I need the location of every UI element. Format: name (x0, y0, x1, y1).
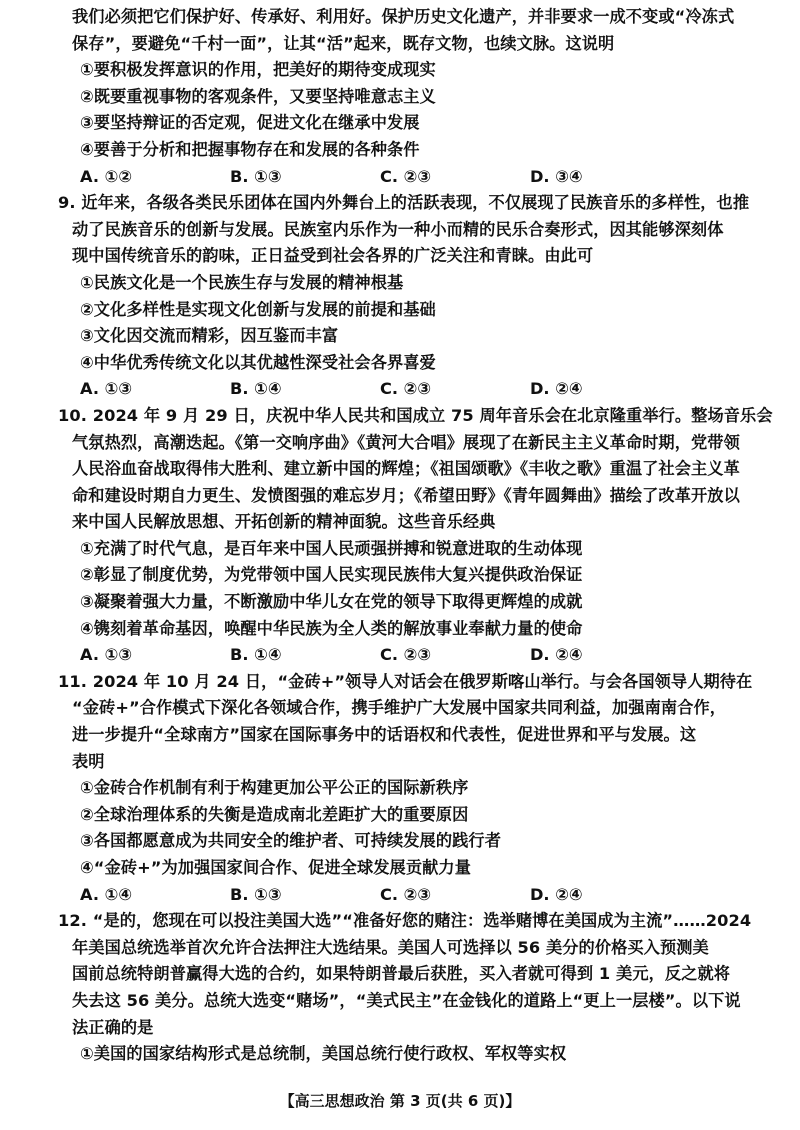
choice-b[interactable]: B. ①④ (230, 379, 282, 399)
stem-line: 10. 2024 年 9 月 29 日，庆祝中华人民共和国成立 75 周年音乐会在北京隆重举行。整场音乐会 (58, 405, 773, 425)
answer-choices (72, 164, 742, 191)
answer-choices (72, 642, 742, 669)
stem-line: 9. 近年来，各级各类民乐团体在国内外舞台上的活跃表现，不仅展现了民族音乐的多样性，也推 (58, 193, 750, 213)
option-line: ②文化多样性是实现文化创新与发展的前提和基础 (80, 299, 436, 319)
answer-choices (72, 376, 742, 403)
choice-a[interactable]: A. ①④ (80, 884, 133, 904)
stem-line: 国前总统特朗普赢得大选的合约，如果特朗普最后获胜，买入者就可得到 1 美元，反之就将 (72, 964, 731, 984)
page-footer: 【高三思想政治 第 3 页(共 6 页)】 (279, 1092, 521, 1110)
option-line: ③文化因交流而精彩，因互鉴而丰富 (80, 326, 339, 346)
question-continued (72, 4, 742, 190)
choice-a[interactable]: A. ①③ (80, 645, 133, 665)
stem-line: 失去这 56 美分。总统大选变“赌场”，“美式民主”在金钱化的道路上“更上一层楼”。以下说 (72, 990, 741, 1010)
option-line: ①要积极发挥意识的作用，把美好的期待变成现实 (80, 60, 436, 80)
stem-line: 表明 (72, 751, 105, 771)
option-line: ④要善于分析和把握事物存在和发展的各种条件 (80, 139, 420, 159)
option-line: ①美国的国家结构形式是总统制，美国总统行使行政权、军权等实权 (80, 1044, 567, 1064)
stem-line: 11. 2024 年 10 月 24 日，“金砖+”领导人对话会在俄罗斯喀山举行。与会各国领导人期待在 (58, 671, 753, 691)
stem-line: “金砖+”合作模式下深化各领域合作，携手维护广大发展中国家共同利益，加强南南合作， (72, 698, 727, 718)
option-line: ①金砖合作机制有利于构建更加公平公正的国际新秩序 (80, 778, 469, 798)
choice-b[interactable]: B. ①③ (230, 166, 282, 186)
option-line: ②彰显了制度优势，为党带领中国人民实现民族伟大复兴提供政治保证 (80, 565, 583, 585)
choice-d[interactable]: D. ②④ (530, 884, 583, 904)
choice-c[interactable]: C. ②③ (380, 166, 432, 186)
stem-line: 年美国总统选举首次允许合法押注大选结果。美国人可选择以 56 美分的价格买入预测美 (72, 937, 709, 957)
choice-d[interactable]: D. ③④ (530, 166, 583, 186)
choice-a[interactable]: A. ①② (80, 166, 133, 186)
option-line: ③要坚持辩证的否定观，促进文化在继承中发展 (80, 113, 420, 133)
stem-line: 命和建设时期自力更生、发愤图强的难忘岁月；《希望田野》《青年圆舞曲》描绘了改革开放以 (72, 485, 740, 505)
stem-line: 保存”，要避免“千村一面”，让其“活”起来，既存文物，也续文脉。这说明 (72, 33, 615, 53)
option-line: ④“金砖+”为加强国家间合作、促进全球发展贡献力量 (80, 858, 471, 877)
choice-c[interactable]: C. ②③ (380, 645, 432, 665)
option-line: ②既要重视事物的客观条件，又要坚持唯意志主义 (80, 86, 436, 106)
choice-d[interactable]: D. ②④ (530, 645, 583, 665)
option-line: ④镌刻着革命基因，唤醒中华民族为全人类的解放事业奉献力量的使命 (80, 618, 583, 638)
question-9 (58, 190, 750, 403)
stem-line: 现中国传统音乐的韵味，正日益受到社会各界的广泛关注和青睐。由此可 (72, 246, 594, 266)
stem-line: 来中国人民解放思想、开拓创新的精神面貌。这些音乐经典 (72, 512, 496, 532)
stem-line: 人民浴血奋战取得伟大胜利、建立新中国的辉煌；《祖国颂歌》《丰收之歌》重温了社会主义革 (72, 459, 740, 479)
answer-choices (72, 882, 742, 909)
choice-a[interactable]: A. ①③ (80, 379, 133, 399)
stem-line: 进一步提升“全球南方”国家在国际事务中的话语权和代表性，促进世界和平与发展。这 (72, 725, 697, 745)
question-12 (58, 908, 752, 1068)
option-line: ①民族文化是一个民族生存与发展的精神根基 (80, 272, 404, 292)
option-line: ④中华优秀传统文化以其优越性深受社会各界喜爱 (80, 352, 436, 372)
choice-c[interactable]: C. ②③ (380, 379, 432, 399)
stem-line: 动了民族音乐的创新与发展。民族室内乐作为一种小而精的民乐合奏形式，因其能够深刻体 (72, 219, 724, 239)
stem-line: 法正确的是 (72, 1017, 154, 1037)
stem-line: 气氛热烈，高潮迭起。《第一交响序曲》《黄河大合唱》展现了在新民主主义革命时期，党带领 (72, 432, 740, 452)
choice-c[interactable]: C. ②③ (380, 884, 432, 904)
question-11 (58, 669, 753, 908)
choice-d[interactable]: D. ②④ (530, 379, 583, 399)
option-line: ①充满了时代气息，是百年来中国人民顽强拼搏和锐意进取的生动体现 (80, 538, 583, 558)
option-line: ③各国都愿意成为共同安全的维护者、可持续发展的践行者 (80, 831, 501, 851)
question-10 (58, 403, 773, 669)
stem-line: 12. “是的，您现在可以投注美国大选”“准备好您的赌注：选举赌博在美国成为主流”……2024 (58, 911, 752, 931)
stem-line: 我们必须把它们保护好、传承好、利用好。保护历史文化遗产，并非要求一成不变或“冷冻式 (72, 7, 735, 26)
option-line: ③凝聚着强大力量，不断激励中华儿女在党的领导下取得更辉煌的成就 (80, 592, 583, 612)
choice-b[interactable]: B. ①④ (230, 645, 282, 665)
choice-b[interactable]: B. ①③ (230, 884, 282, 904)
option-line: ②全球治理体系的失衡是造成南北差距扩大的重要原因 (80, 804, 469, 824)
